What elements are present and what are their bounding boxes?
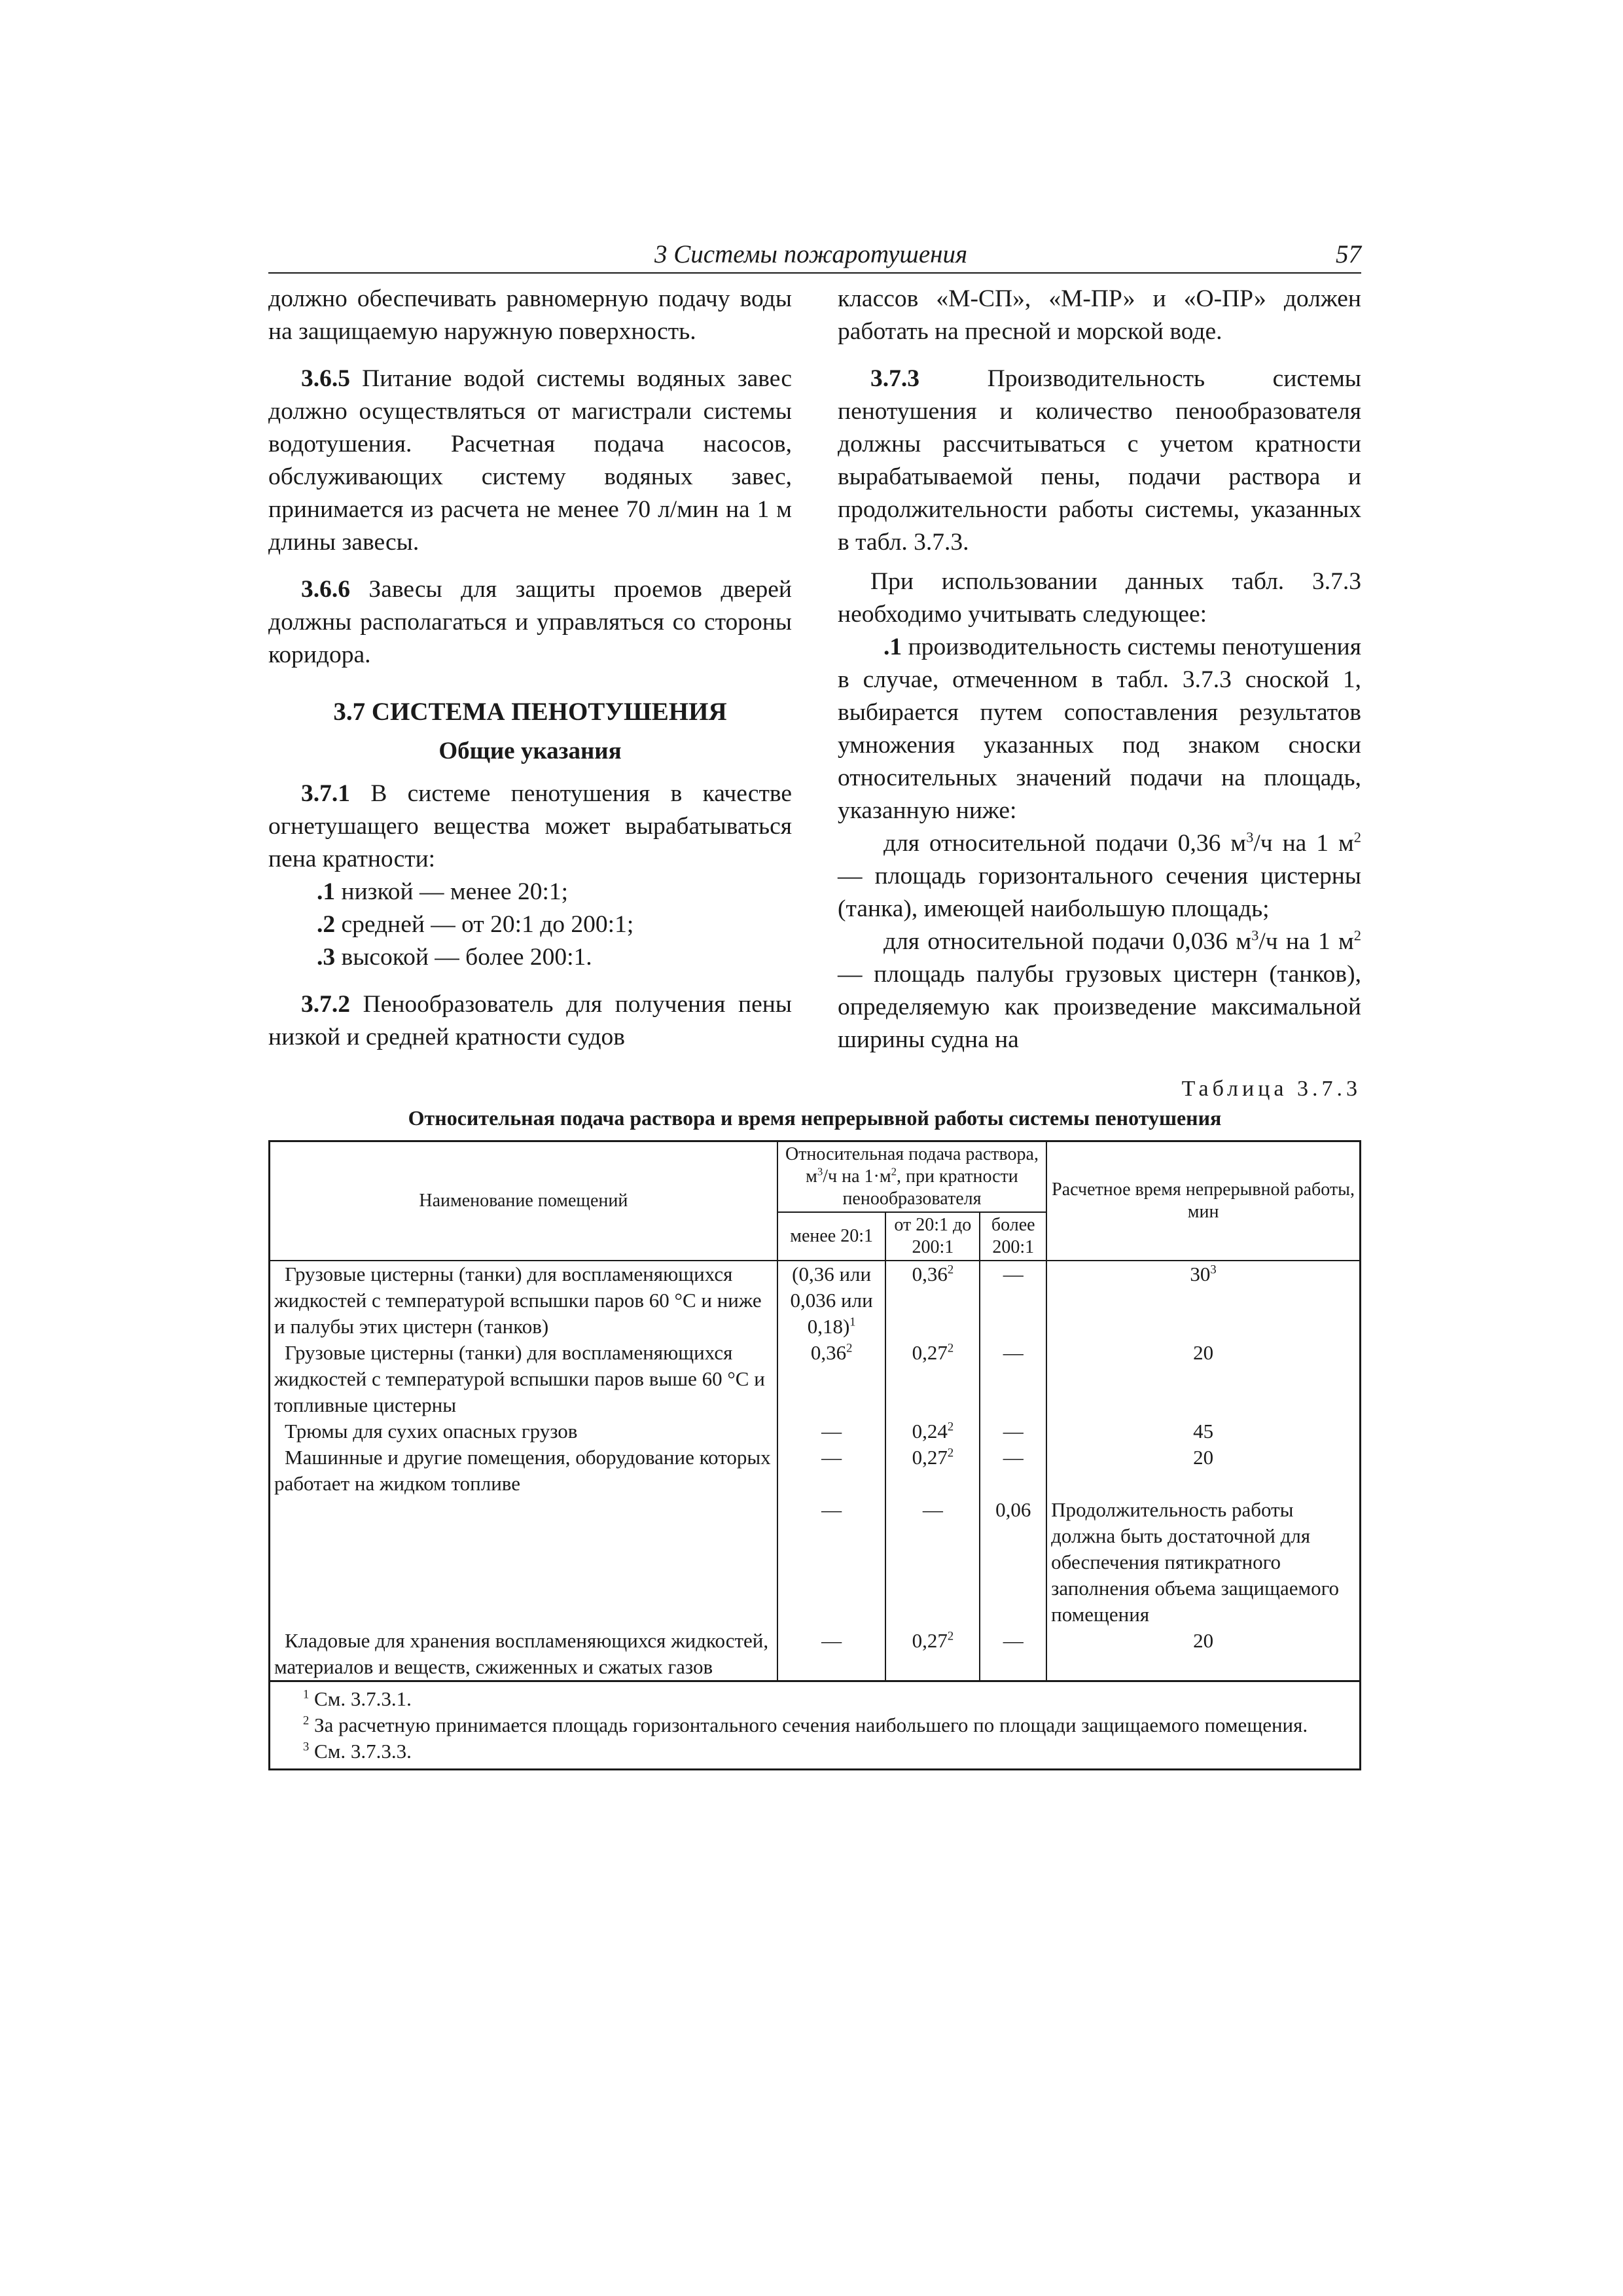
page-number: 57 <box>1336 240 1361 268</box>
cell-high-expansion-text: — <box>1003 1629 1024 1652</box>
footnote <box>283 1712 1353 1738</box>
clause-text: Производительность системы пенотушения и количество пенообразователя должны рассчитываться с учетом кратности вырабатываемой пены, подачи раствора и продолжительности работы системы, указанных в табл. 3.7.3. <box>838 365 1361 556</box>
paragraph-usage-note: При использовании данных табл. 3.7.3 необходимо учитывать следующее: <box>838 568 1361 628</box>
document-page <box>268 236 1361 1770</box>
paragraph-3-7-1 <box>268 778 792 876</box>
footnote-ref: 2 <box>947 1420 954 1434</box>
list-text: высокой — более 200:1. <box>341 944 592 971</box>
clause-number: 3.7.1 <box>301 780 350 807</box>
list-text: низкой — менее 20:1; <box>341 878 569 905</box>
paragraph-continuation: должно обеспечивать равномерную подачу воды на защищаемую наружную поверхность. <box>268 285 792 345</box>
cell-high-expansion <box>980 1628 1046 1681</box>
clause-number: 3.7.2 <box>301 991 350 1018</box>
chapter-title: 3 Системы пожаротушения <box>654 240 968 268</box>
cell-premises <box>270 1261 777 1340</box>
paragraph-3-6-6 <box>268 573 792 672</box>
cell-operating-time <box>1046 1444 1360 1497</box>
cell-premises <box>270 1418 777 1444</box>
cell-premises-text: Грузовые цистерны (танки) для воспламеняющихся жидкостей с температурой вспышки паров 60 °С и ниже и палубы этих цистерн (танков) <box>274 1263 762 1338</box>
cell-low-expansion-text: — <box>821 1420 842 1443</box>
cell-low-expansion-text: — <box>821 1498 842 1521</box>
cell-operating-time-text: 20 <box>1193 1629 1214 1652</box>
cell-medium-expansion-text: 0,27 <box>912 1341 948 1364</box>
cell-high-expansion <box>980 1261 1046 1340</box>
list-number: .2 <box>317 911 336 938</box>
footnote-ref: 1 <box>849 1315 856 1329</box>
header-medium-expansion: от 20:1 до 200:1 <box>885 1212 980 1261</box>
footnote <box>283 1686 1353 1712</box>
table-row <box>270 1444 1361 1497</box>
footnote-mark: 3 <box>303 1740 310 1754</box>
list-item <box>268 908 792 941</box>
header-text: , при кратности пенообразователя <box>842 1166 1018 1209</box>
cell-low-expansion-text: — <box>821 1629 842 1652</box>
cell-premises-text: Машинные и другие помещения, оборудование которых работает на жидком топливе <box>274 1446 771 1495</box>
table-caption: Относительная подача раствора и время непрерывной работы системы пенотушения <box>408 1106 1222 1130</box>
cell-low-expansion <box>777 1418 886 1444</box>
text-columns <box>268 283 1361 1056</box>
list-number: .1 <box>317 878 336 905</box>
cell-operating-time-text: 30 <box>1190 1263 1211 1285</box>
cell-high-expansion <box>980 1418 1046 1444</box>
header-text: /ч на 1·м <box>823 1166 891 1187</box>
footnote-ref: 3 <box>1210 1263 1217 1277</box>
cell-low-expansion-text: — <box>821 1446 842 1469</box>
list-text: производительность системы пенотушения в случае, отмеченном в табл. 3.7.3 сноской 1, выбирается путем сопоставления результатов умножения указанных под знаком сноски относительных значений подачи на площадь, указанную ниже: <box>838 634 1362 824</box>
sub-text: /ч на 1 м <box>1253 830 1354 857</box>
list-item <box>268 941 792 974</box>
footnote-ref: 2 <box>947 1263 954 1277</box>
list-number: .3 <box>317 944 336 971</box>
cell-operating-time-text: 45 <box>1193 1420 1214 1443</box>
cell-medium-expansion-text: 0,27 <box>912 1629 948 1652</box>
footnote <box>283 1738 1353 1765</box>
cell-high-expansion-text: — <box>1003 1446 1024 1469</box>
cell-premises <box>270 1497 777 1628</box>
cell-medium-expansion-text: 0,24 <box>912 1420 948 1443</box>
cell-medium-expansion <box>885 1444 980 1497</box>
footnote-text: См. 3.7.3.1. <box>314 1687 412 1710</box>
left-column <box>268 283 792 1056</box>
sub-text: — площадь горизонтального сечения цистерны (танка), имеющей наибольшую площадь; <box>838 863 1361 922</box>
cell-low-expansion <box>777 1444 886 1497</box>
cell-high-expansion-text: — <box>1003 1420 1024 1443</box>
paragraph-3-7-3 <box>838 363 1361 559</box>
table-row <box>270 1497 1361 1628</box>
cell-operating-time <box>1046 1340 1360 1418</box>
superscript: 3 <box>1246 829 1254 846</box>
cell-high-expansion <box>980 1497 1046 1628</box>
cell-low-expansion-text: (0,36 или 0,036 или 0,18) <box>790 1263 873 1338</box>
cell-medium-expansion-text: 0,27 <box>912 1446 948 1469</box>
sub-paragraph-supply-0036 <box>838 925 1361 1056</box>
superscript: 3 <box>1251 927 1259 944</box>
table-body <box>270 1261 1361 1681</box>
cell-medium-expansion <box>885 1628 980 1681</box>
cell-high-expansion <box>980 1340 1046 1418</box>
cell-medium-expansion <box>885 1497 980 1628</box>
paragraph-3-7-2 <box>268 988 792 1054</box>
footnote-ref: 2 <box>947 1446 954 1460</box>
header-premises: Наименование помещений <box>270 1141 777 1261</box>
cell-medium-expansion-text: — <box>922 1498 943 1521</box>
section-heading: 3.7 СИСТЕМА ПЕНОТУШЕНИЯ <box>333 698 727 726</box>
cell-medium-expansion <box>885 1418 980 1444</box>
foam-supply-table <box>268 1140 1361 1770</box>
sub-text: /ч на 1 м <box>1258 928 1354 955</box>
cell-medium-expansion <box>885 1261 980 1340</box>
cell-operating-time <box>1046 1418 1360 1444</box>
list-text: средней — от 20:1 до 200:1; <box>341 911 634 938</box>
paragraph-3-6-5 <box>268 363 792 559</box>
cell-low-expansion <box>777 1497 886 1628</box>
right-column <box>838 283 1361 1056</box>
cell-premises-text: Грузовые цистерны (танки) для воспламеняющихся жидкостей с температурой вспышки паров выше 60 °С и топливные цистерны <box>274 1341 765 1416</box>
footnote-ref: 2 <box>846 1341 853 1355</box>
running-head <box>268 236 1361 274</box>
superscript: 2 <box>1353 927 1361 944</box>
clause-text: Пенообразователь для получения пены низкой и средней кратности судов <box>268 991 793 1050</box>
clause-text: Питание водой системы водяных завес должно осуществляться от магистрали системы водотушения. Расчетная подача насосов, обслуживающих систему водяных завес, принимается из расчета не менее 70 л/мин на 1 м длины завесы. <box>268 365 792 556</box>
cell-low-expansion <box>777 1628 886 1681</box>
footnote-mark: 2 <box>303 1713 310 1728</box>
list-item <box>268 876 792 908</box>
table-label: Таблица 3.7.3 <box>1181 1077 1361 1101</box>
paragraph-continuation: классов «М-СП», «М-ПР» и «О-ПР» должен работать на пресной и морской воде. <box>838 285 1361 345</box>
cell-operating-time <box>1046 1497 1360 1628</box>
superscript: 2 <box>891 1165 897 1178</box>
table-row <box>270 1418 1361 1444</box>
cell-operating-time-text: Продолжительность работы должна быть достаточной для обеспечения пятикратного заполнения объема защищаемого помещения <box>1051 1498 1340 1626</box>
cell-operating-time-text: 20 <box>1193 1341 1214 1364</box>
subsection-heading: Общие указания <box>438 738 622 764</box>
cell-medium-expansion <box>885 1340 980 1418</box>
cell-premises <box>270 1628 777 1681</box>
cell-premises-text: Трюмы для сухих опасных грузов <box>285 1420 578 1443</box>
sub-text: — площадь палубы грузовых цистерн (танков), определяемую как произведение максимальной ширины судна на <box>838 961 1361 1053</box>
cell-low-expansion-text: 0,36 <box>810 1341 847 1364</box>
cell-low-expansion <box>777 1340 886 1418</box>
footnote-ref: 2 <box>947 1341 954 1355</box>
superscript: 2 <box>1353 829 1361 846</box>
footnote-mark: 1 <box>303 1687 310 1702</box>
cell-operating-time <box>1046 1261 1360 1340</box>
table-row <box>270 1261 1361 1340</box>
header-low-expansion: менее 20:1 <box>777 1212 886 1261</box>
table-footnotes <box>270 1681 1361 1770</box>
cell-operating-time <box>1046 1628 1360 1681</box>
cell-premises <box>270 1340 777 1418</box>
footnote-text: См. 3.7.3.3. <box>314 1740 412 1763</box>
header-relative-supply <box>777 1141 1046 1213</box>
clause-number: 3.6.6 <box>301 576 350 603</box>
clause-number: 3.7.3 <box>870 365 919 392</box>
cell-operating-time-text: 20 <box>1193 1446 1214 1469</box>
sub-paragraph-supply-036 <box>838 827 1361 925</box>
footnote-ref: 2 <box>947 1629 954 1643</box>
cell-high-expansion-text: 0,06 <box>995 1498 1031 1521</box>
cell-medium-expansion-text: 0,36 <box>912 1263 948 1285</box>
sub-text: для относительной подачи 0,36 м <box>883 830 1247 857</box>
header-high-expansion: более 200:1 <box>980 1212 1046 1261</box>
table-row <box>270 1340 1361 1418</box>
cell-premises <box>270 1444 777 1497</box>
header-operating-time: Расчетное время непрерывной работы, мин <box>1046 1141 1360 1261</box>
clause-text: Завесы для защиты проемов дверей должны располагаться и управляться со стороны коридора. <box>268 576 792 668</box>
cell-low-expansion <box>777 1261 886 1340</box>
sub-text: для относительной подачи 0,036 м <box>883 928 1252 955</box>
cell-high-expansion <box>980 1444 1046 1497</box>
cell-high-expansion-text: — <box>1003 1263 1024 1285</box>
list-item-1 <box>838 631 1361 827</box>
footnote-text: За расчетную принимается площадь горизонтального сечения наибольшего по площади защищаемого помещения. <box>314 1713 1308 1736</box>
superscript: 3 <box>817 1165 823 1178</box>
table-row <box>270 1628 1361 1681</box>
clause-number: 3.6.5 <box>301 365 350 392</box>
cell-high-expansion-text: — <box>1003 1341 1024 1364</box>
cell-premises-text: Кладовые для хранения воспламеняющихся жидкостей, материалов и веществ, сжиженных и сжатых газов <box>274 1629 769 1678</box>
list-number: .1 <box>883 634 902 660</box>
clause-text: В системе пенотушения в качестве огнетушащего вещества может вырабатываться пена кратности: <box>268 780 793 872</box>
header-text: Относительная подача раствора, м <box>785 1144 1039 1187</box>
